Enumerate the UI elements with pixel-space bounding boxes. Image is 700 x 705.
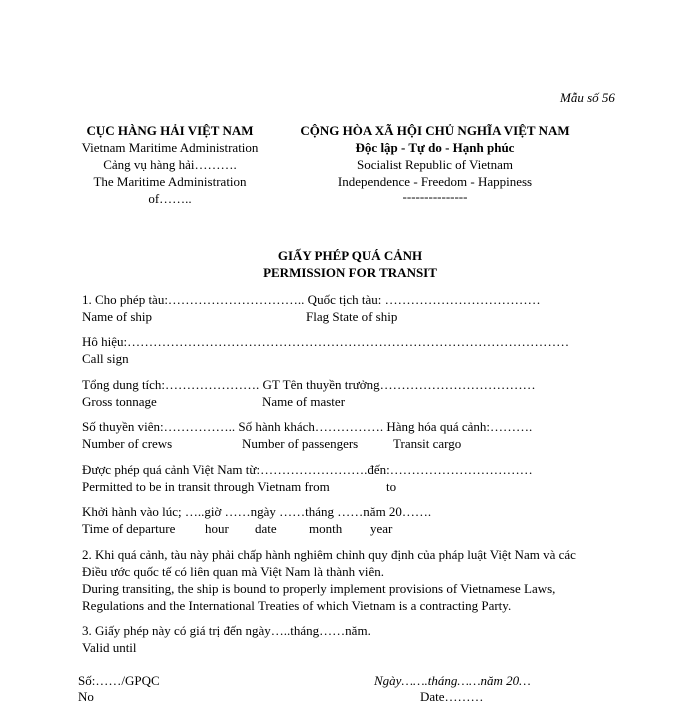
call-sign-field: Hô hiệu:………………………………………………………………………………………… bbox=[82, 334, 570, 349]
clause-3-vn: 3. Giấy phép này có giá trị đến ngày…..tháng……năm. bbox=[82, 623, 371, 638]
departure-field: Khởi hành vào lúc; …..giờ ……ngày ……tháng ……năm 20……. bbox=[82, 504, 432, 519]
port-authority-en-2: of…….. bbox=[148, 191, 192, 206]
passengers-label-en: Number of passengers bbox=[242, 436, 359, 451]
clause-2-en-line-1: During transiting, the ship is bound to properly implement provisions of Vietnamese Laws, bbox=[82, 581, 556, 596]
motto-vn: Độc lập - Tự do - Hạnh phúc bbox=[355, 140, 515, 155]
transit-to-label-en: to bbox=[386, 479, 397, 494]
clause-2-en-line-2: Regulations and the International Treaties of which Vietnam is a contracting Party. bbox=[82, 598, 512, 613]
date-label-en: date bbox=[255, 521, 277, 536]
issue-date-vn: Ngày…….tháng……năm 20… bbox=[374, 673, 531, 688]
transit-from-label-en: Permitted to be in transit through Vietnam from bbox=[82, 479, 330, 494]
agency-name-vn: CỤC HÀNG HẢI VIỆT NAM bbox=[86, 123, 254, 138]
port-authority-en-1: The Maritime Administration bbox=[93, 174, 247, 189]
issue-date-en: Date……… bbox=[420, 689, 484, 704]
year-label-en: year bbox=[370, 521, 393, 536]
motto-en: Independence - Freedom - Happiness bbox=[337, 174, 533, 189]
gross-tonnage-label-en: Gross tonnage bbox=[82, 394, 157, 409]
clause-3-en: Valid until bbox=[82, 640, 137, 655]
departure-label-en: Time of departure bbox=[82, 521, 176, 536]
hour-label-en: hour bbox=[205, 521, 229, 536]
clause-2-vn-line-1: 2. Khi quá cảnh, tàu này phải chấp hành nghiêm chỉnh quy định của pháp luật Việt Nam và các bbox=[82, 547, 576, 562]
flag-state-label-en: Flag State of ship bbox=[306, 309, 398, 324]
ship-name-field: 1. Cho phép tàu:………………………….. Quốc tịch tàu: ……………………………… bbox=[82, 292, 541, 307]
transit-route-field: Được phép quá cảnh Việt Nam từ:…………………….đến:…………………………… bbox=[82, 462, 533, 477]
country-name-en: Socialist Republic of Vietnam bbox=[356, 157, 514, 172]
master-name-label-en: Name of master bbox=[262, 394, 346, 409]
month-label-en: month bbox=[309, 521, 343, 536]
title-en: PERMISSION FOR TRANSIT bbox=[263, 265, 437, 280]
header-separator: --------------- bbox=[402, 189, 468, 204]
transit-cargo-label-en: Transit cargo bbox=[393, 436, 462, 451]
country-name-vn: CỘNG HÒA XÃ HỘI CHỦ NGHĨA VIỆT NAM bbox=[300, 123, 570, 138]
call-sign-label-en: Call sign bbox=[82, 351, 129, 366]
permit-number-en: No bbox=[78, 689, 94, 704]
permit-number-vn: Số:……/GPQC bbox=[78, 673, 160, 688]
clause-2-vn-line-2: Điều ước quốc tế có liên quan mà Việt Nam là thành viên. bbox=[82, 564, 385, 579]
crew-passenger-cargo-field: Số thuyền viên:…………….. Số hành khách……………. Hàng hóa quá cảnh:………. bbox=[82, 419, 533, 434]
title-vn: GIẤY PHÉP QUÁ CẢNH bbox=[277, 248, 423, 263]
crews-label-en: Number of crews bbox=[82, 436, 173, 451]
form-number: Mẫu số 56 bbox=[560, 90, 615, 105]
port-authority-vn: Cảng vụ hàng hải………. bbox=[103, 157, 237, 172]
agency-name-en: Vietnam Maritime Administration bbox=[81, 140, 259, 155]
gross-tonnage-field: Tổng dung tích:…………………. GT Tên thuyền trưởng……………………………… bbox=[82, 377, 536, 392]
ship-name-label-en: Name of ship bbox=[82, 309, 153, 324]
